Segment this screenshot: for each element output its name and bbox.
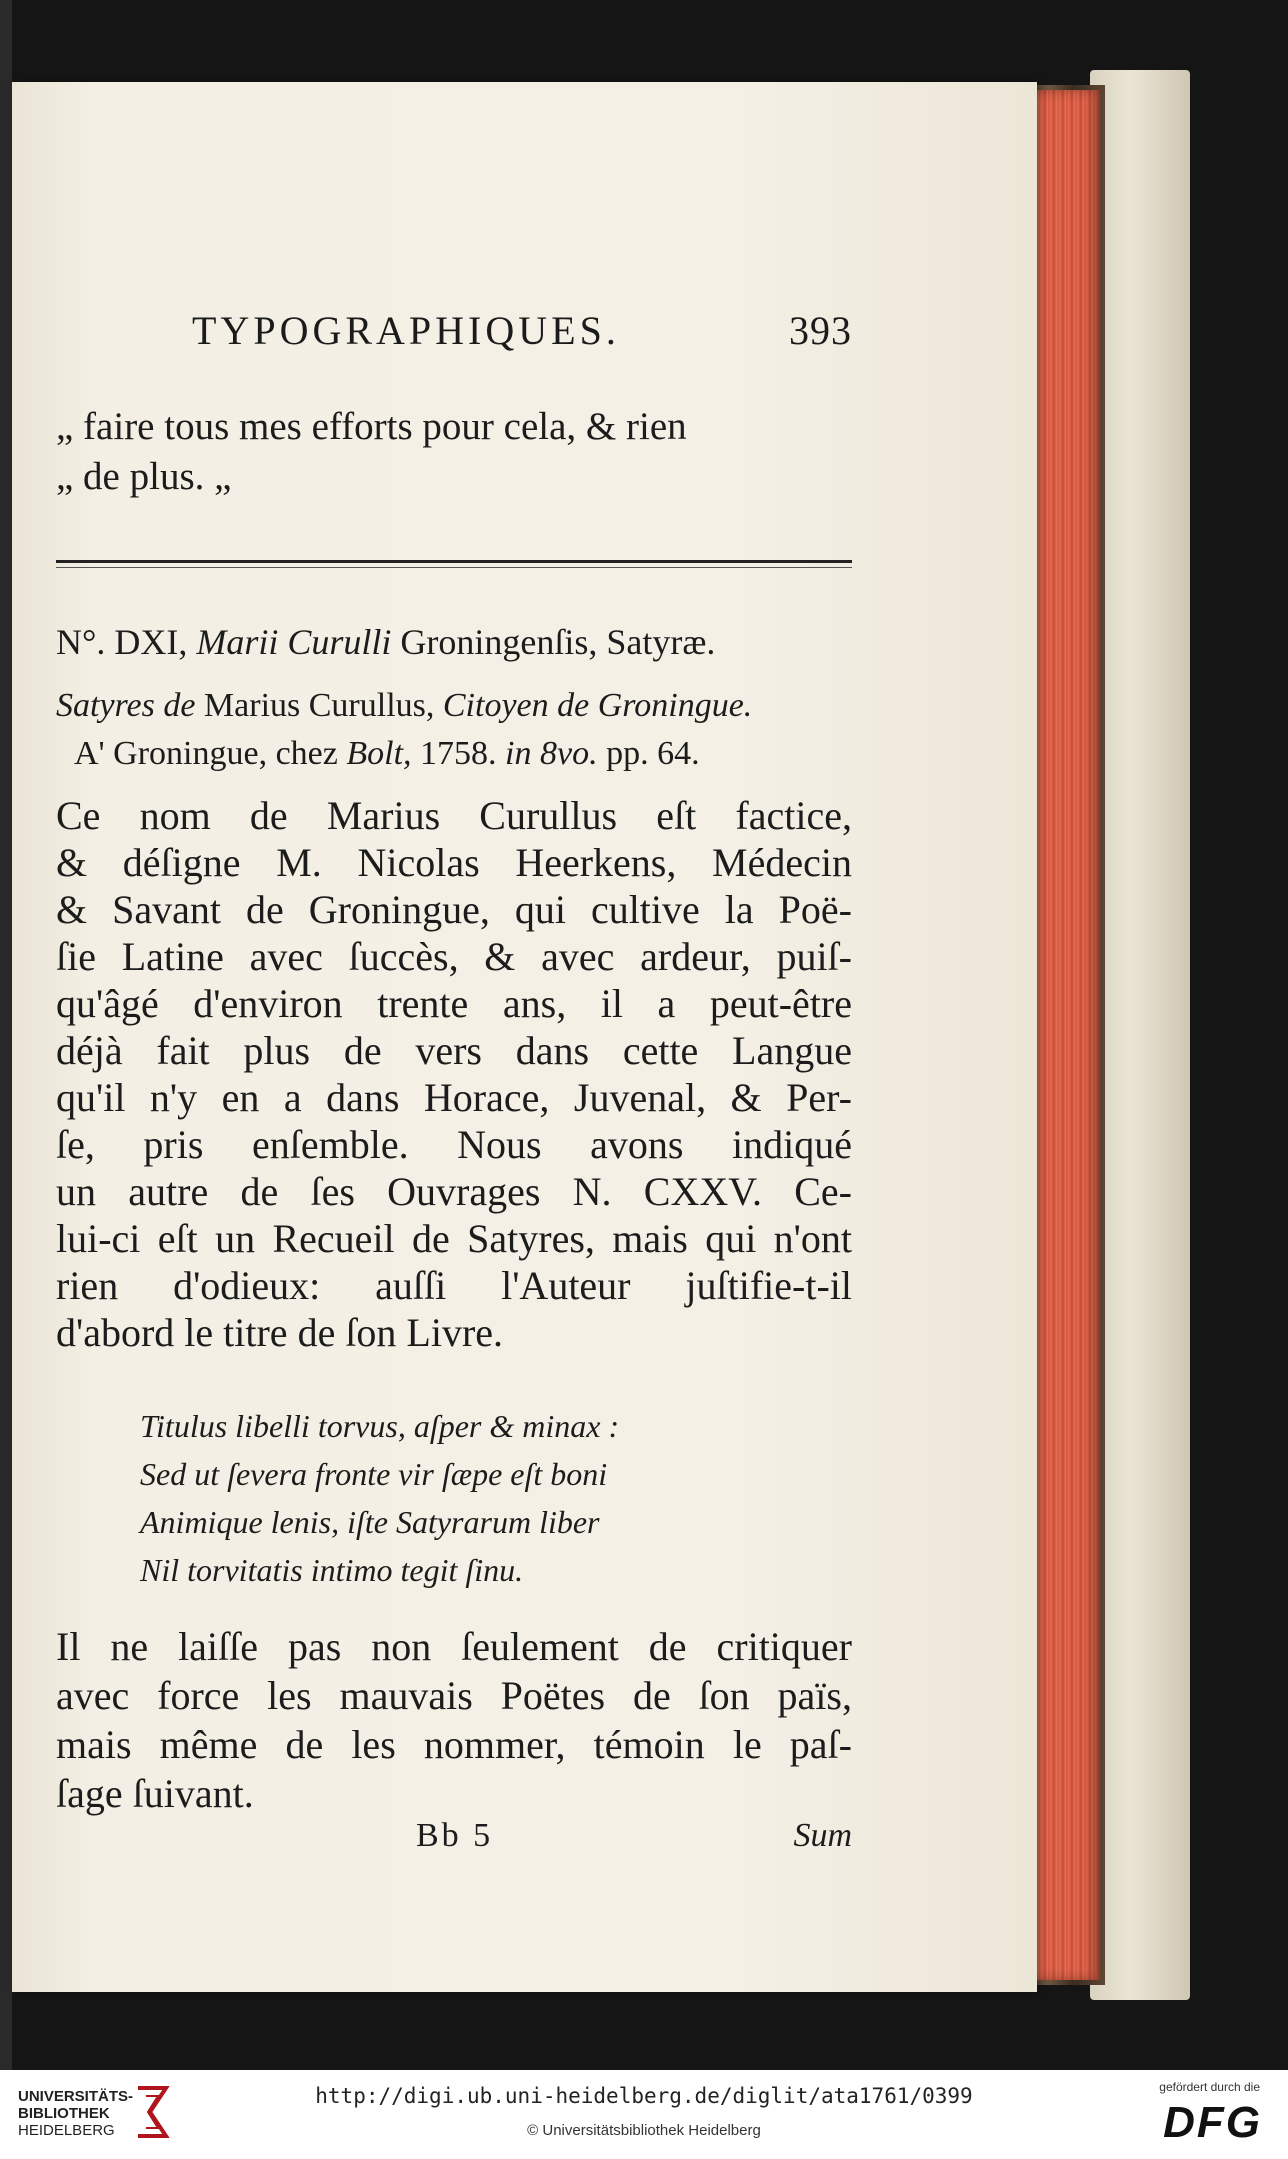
running-title: TYPOGRAPHIQUES.	[192, 308, 620, 353]
scan-left-edge	[0, 0, 12, 2070]
dfg-logo: DFG	[1163, 2098, 1262, 2147]
text-line: Il ne laiſſe pas non ſeulement de critiquer	[56, 1624, 852, 1669]
library-name-line: BIBLIOTHEK	[18, 2105, 110, 2122]
text-line: un autre de ſes Ouvrages N. CXXV. Ce-	[56, 1169, 852, 1214]
permalink-url[interactable]: http://digi.ub.uni-heidelberg.de/diglit/ata1761/0399	[315, 2084, 973, 2108]
imprint-part: A' Groningue, chez	[74, 735, 347, 772]
text-line: ſage ſuivant.	[56, 1771, 254, 1816]
text-line: déjà fait plus de vers dans cette Langue	[56, 1028, 852, 1073]
paragraph-2	[56, 1622, 852, 1818]
section-rule	[56, 560, 852, 568]
entry-author: Marii Curulli	[196, 622, 392, 662]
library-banner	[0, 2070, 1288, 2159]
page-number: 393	[789, 308, 852, 353]
entry-subtitle	[56, 682, 852, 778]
quote-line: „ faire tous mes efforts pour cela, & rien	[56, 405, 687, 448]
text-line: d'abord le titre de ſon Livre.	[56, 1310, 504, 1355]
text-line: mais même de les nommer, témoin le paſ-	[56, 1722, 852, 1767]
signature-mark: Bb 5	[416, 1817, 494, 1854]
quote-line: „ de plus. „	[56, 455, 232, 498]
text-line: lui-ci eſt un Recueil de Satyres, mais qui n'ont	[56, 1216, 852, 1261]
subtitle-part: Citoyen de Groningue.	[442, 687, 753, 724]
subtitle-part: Satyres de	[56, 687, 196, 724]
text-line: ſie Latine avec ſuccès, & avec ardeur, puiſ-	[56, 934, 852, 979]
latin-verse	[140, 1402, 800, 1594]
imprint-part: in 8vo.	[505, 735, 598, 772]
book-cover-edge	[1090, 70, 1190, 2000]
verse-line: Nil torvitatis intimo tegit ſinu.	[140, 1552, 524, 1588]
subtitle-part: Marius Curullus,	[195, 687, 443, 724]
book-page	[12, 82, 1037, 1992]
text-line: & déſigne M. Nicolas Heerkens, Médecin	[56, 840, 852, 885]
text-line: ſe, pris enſemble. Nous avons indiqué	[56, 1122, 852, 1167]
paragraph-1	[56, 792, 852, 1356]
library-name-line: HEIDELBERG	[18, 2122, 115, 2139]
entry-title: Groningenſis, Satyræ.	[391, 622, 716, 662]
funder-caption: gefördert durch die	[1159, 2080, 1260, 2094]
entry-heading	[56, 617, 852, 667]
imprint-part: pp. 64.	[597, 735, 700, 772]
text-line: qu'âgé d'environ trente ans, il a peut-être	[56, 981, 852, 1026]
text-line: avec force les mauvais Poëtes de ſon païs,	[56, 1673, 852, 1718]
page-edges-red	[1030, 90, 1100, 1980]
imprint-part: Bolt,	[346, 735, 412, 772]
quote-continuation	[56, 402, 852, 502]
verse-line: Sed ut ſevera fronte vir ſæpe eſt boni	[140, 1456, 608, 1492]
copyright-notice: © Universitätsbibliothek Heidelberg	[527, 2122, 761, 2139]
library-name-line: UNIVERSITÄTS-	[18, 2088, 134, 2105]
verse-line: Animique lenis, iſte Satyrarum liber	[140, 1504, 600, 1540]
catchword: Sum	[793, 1817, 852, 1854]
text-line: & Savant de Groningue, qui cultive la Poë-	[56, 887, 852, 932]
text-line: Ce nom de Marius Curullus eſt factice,	[56, 793, 852, 838]
imprint-part: 1758.	[411, 735, 506, 772]
entry-number: N°. DXI,	[56, 622, 188, 662]
verse-line: Titulus libelli torvus, aſper & minax :	[140, 1408, 620, 1444]
text-line: qu'il n'y en a dans Horace, Juvenal, & Per-	[56, 1075, 852, 1120]
text-line: rien d'odieux: auſſi l'Auteur juſtifie-t-il	[56, 1263, 852, 1308]
